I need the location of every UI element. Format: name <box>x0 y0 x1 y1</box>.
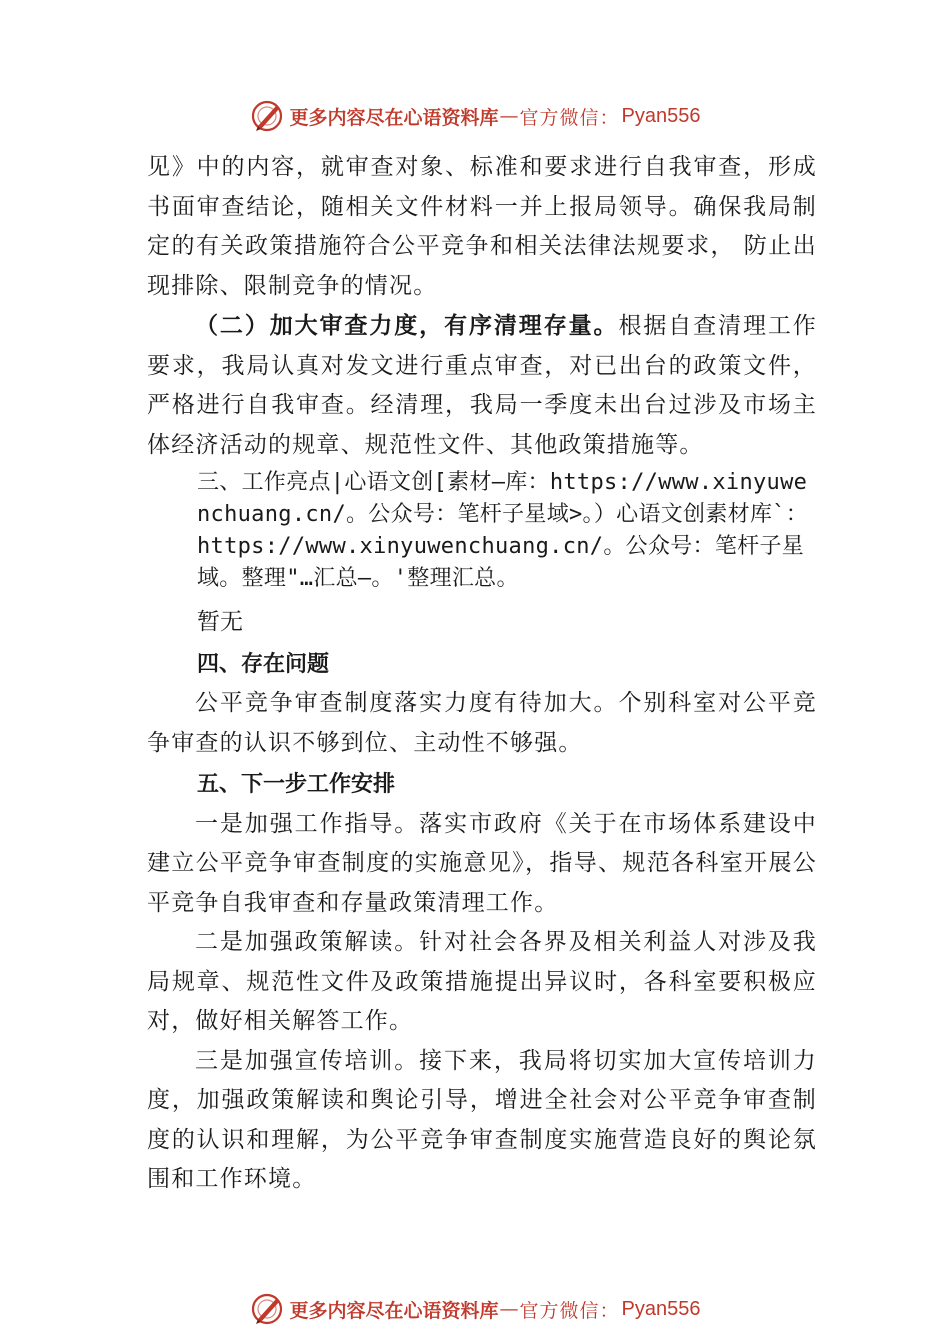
watermark-footer <box>0 1289 950 1329</box>
watermark-brand: 更多内容尽在心语资料库 <box>289 1299 499 1322</box>
document-body <box>147 148 817 1200</box>
paragraph-review-conclusion: 见》中的内容，就审查对象、标准和要求进行自我审查，形成书面审查结论，随相关文件材料一并上报局领导。确保我局制定的有关政策措施符合公平竞争和相关法律法规要求， 防止出现排除、限制竞争的情况。 <box>147 154 817 299</box>
paragraph-next-step-3: 三是加强宣传培训。接下来，我局将切实加大宣传培训力度，加强政策解读和舆论引导，增进全社会对公平竞争审查制度的认识和理解，为公平竞争审查制度实施营造良好的舆论氛围和工作环境。 <box>147 1047 817 1192</box>
watermark-wechat-id: Pyan556 <box>621 104 701 127</box>
pen-seal-icon <box>250 99 284 133</box>
paragraph-next-step-1: 一是加强工作指导。落实市政府《关于在市场体系建设中建立公平竞争审查制度的实施意见》，指导、规范各科室开展公平竞争自我审查和存量政策清理工作。 <box>147 810 817 916</box>
watermark-separator: — <box>499 1298 519 1320</box>
watermark-wechat-label: 官方微信： <box>519 1299 620 1322</box>
watermark-wechat-label: 官方微信： <box>519 106 620 129</box>
watermark-header <box>0 96 950 136</box>
paragraph-cleanup-body: 根据自查清理工作要求，我局认真对发文进行重点审查，对已出台的政策文件，严格进行自我审查。经清理，我局一季度未出台过涉及市场主体经济活动的规章、规范性文件、其他政策措施等。 <box>147 313 817 458</box>
pen-seal-icon <box>250 1292 284 1326</box>
paragraph-cleanup <box>147 306 817 465</box>
paragraph-problems: 公平竞争审查制度落实力度有待加大。个别科室对公平竞争审查的认识不够到位、主动性不够强。 <box>147 690 817 756</box>
paragraph-cleanup-lead: （二）加大审查力度，有序清理存量。 <box>195 312 619 339</box>
paragraph-highlights-ad: 三、工作亮点|心语文创[素材—库：https://www.xinyuwenchuang.cn/。公众号：笔杆子星域>。）心语文创素材库`：https://www.xinyuwenchuang.cn/。公众号：笔杆子星域。整理"…汇总—。'整理汇总。 <box>197 470 809 591</box>
watermark-separator: — <box>499 105 519 127</box>
watermark-wechat-id: Pyan556 <box>621 1297 701 1320</box>
heading-next-steps: 五、下一步工作安排 <box>197 772 396 797</box>
heading-existing-problems: 四、存在问题 <box>197 651 330 677</box>
watermark-brand: 更多内容尽在心语资料库 <box>289 106 499 129</box>
paragraph-next-step-2: 二是加强政策解读。针对社会各界及相关利益人对涉及我局规章、规范性文件及政策措施提出异议时，各科室要积极应对，做好相关解答工作。 <box>147 929 817 1034</box>
paragraph-none: 暂无 <box>197 609 243 635</box>
